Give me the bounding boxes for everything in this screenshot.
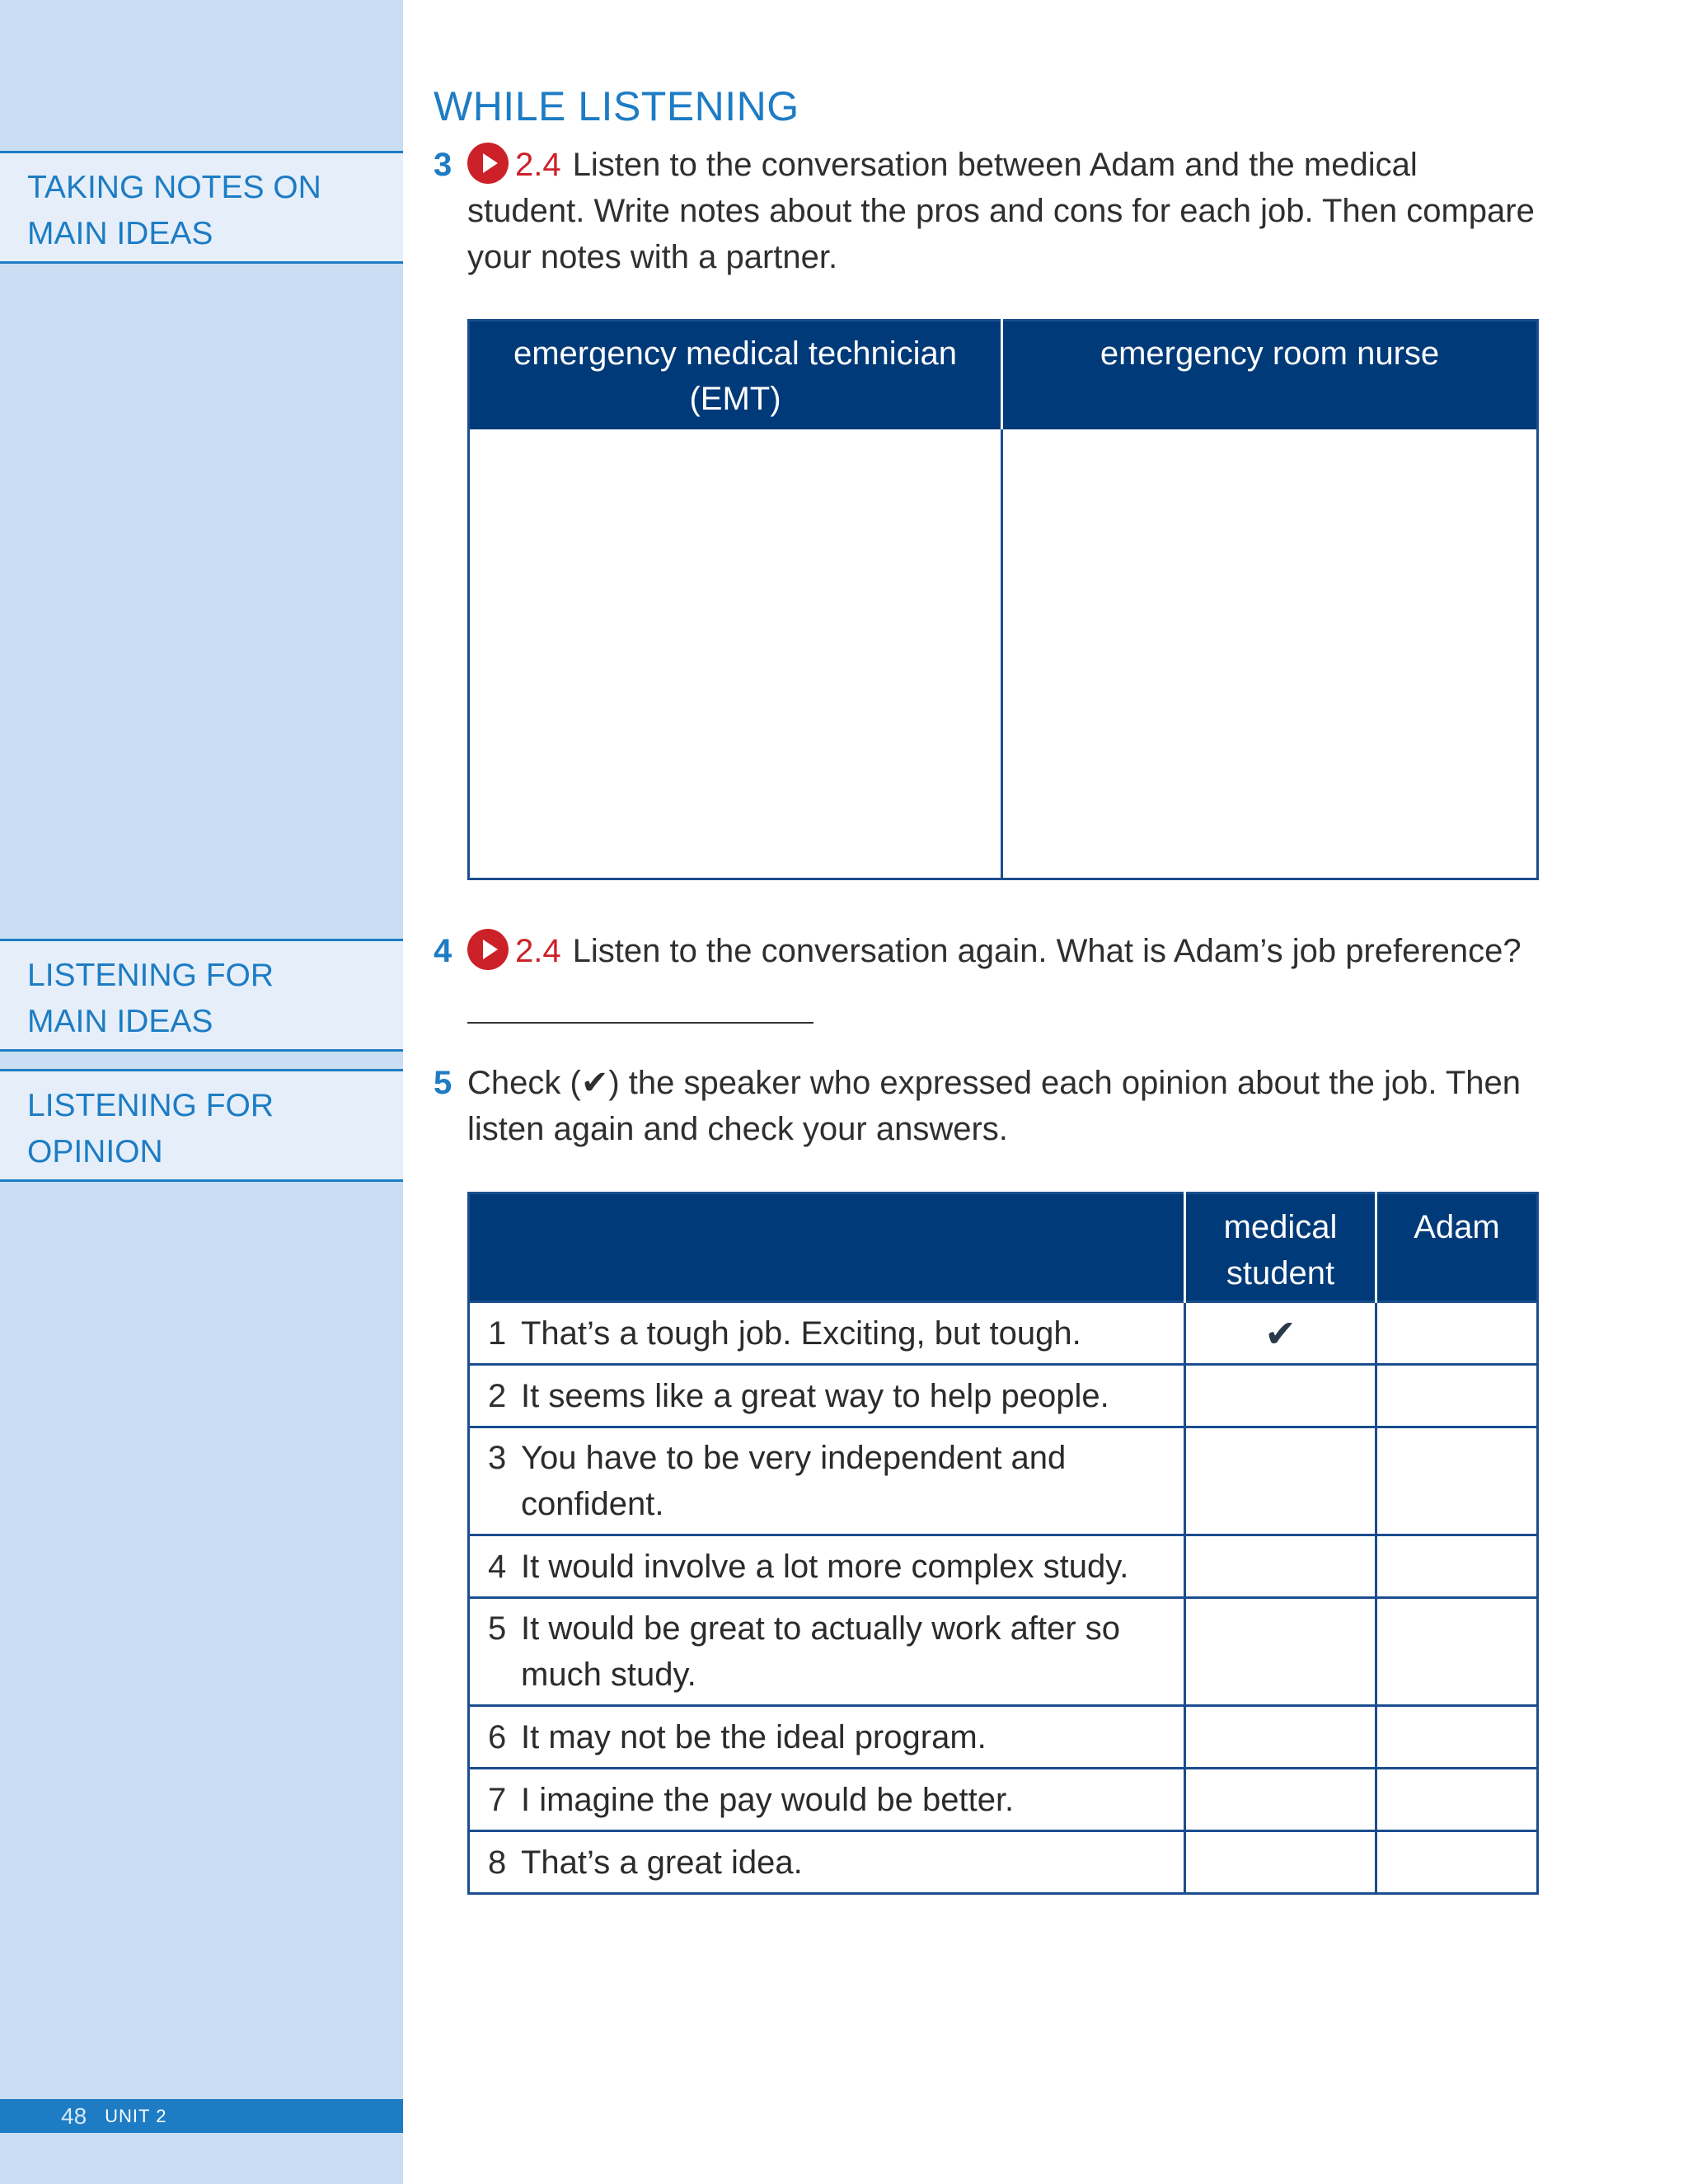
statement-text: It seems like a great way to help people. — [521, 1377, 1109, 1414]
column-header-line: medical — [1223, 1209, 1338, 1245]
medical-student-check-cell[interactable] — [1185, 1427, 1376, 1535]
exercise-instructions: Listen to the conversation between Adam and the medical student. Write notes about the pros and cons for each job. Then compare your notes with a partner. — [467, 147, 1535, 275]
column-header-line: (EMT) — [689, 381, 781, 417]
side-label-line: TAKING NOTES ON — [27, 170, 321, 205]
table-row — [469, 1427, 1538, 1535]
statement-text: It may not be the ideal program. — [521, 1718, 987, 1755]
adam-check-cell[interactable] — [1376, 1302, 1538, 1365]
side-label-line: MAIN IDEAS — [27, 1004, 213, 1039]
notes-column-emt — [469, 321, 1002, 429]
statement-text: It would be great to actually work after so much study. — [521, 1610, 1121, 1693]
statement-text: It would involve a lot more complex study. — [521, 1548, 1129, 1585]
page-footer — [0, 2099, 403, 2133]
adam-check-cell[interactable] — [1376, 1831, 1538, 1894]
statement-number: 4 — [488, 1548, 507, 1585]
column-header-line: emergency medical technician — [513, 335, 958, 372]
statement-number: 7 — [488, 1781, 507, 1818]
statement-text: That’s a tough job. Exciting, but tough. — [521, 1315, 1081, 1352]
statement-cell — [469, 1706, 1185, 1769]
adam-check-cell[interactable] — [1376, 1769, 1538, 1831]
exercise-number: 3 — [434, 147, 452, 183]
audio-play-icon[interactable] — [467, 929, 509, 970]
medical-student-check-cell[interactable] — [1185, 1598, 1376, 1706]
statement-cell — [469, 1302, 1185, 1365]
adam-check-cell[interactable] — [1376, 1365, 1538, 1427]
notes-column-nurse: emergency room nurse — [1002, 321, 1538, 429]
medical-student-column-header — [1185, 1193, 1376, 1302]
exercise-number: 4 — [434, 933, 452, 969]
answer-line[interactable] — [467, 1022, 814, 1024]
side-label-line: LISTENING FOR — [27, 1088, 274, 1123]
statement-cell — [469, 1831, 1185, 1894]
audio-track-number: 2.4 — [515, 933, 561, 969]
side-label-listening-main-ideas — [0, 939, 403, 1052]
exercise-instructions: Listen to the conversation again. What is Adam’s job preference? — [572, 933, 1522, 969]
side-label-line: MAIN IDEAS — [27, 216, 213, 251]
medical-student-check-cell[interactable] — [1185, 1365, 1376, 1427]
statement-cell — [469, 1427, 1185, 1535]
statement-number: 1 — [488, 1315, 507, 1352]
page-number: 48 — [61, 2102, 87, 2129]
adam-check-cell[interactable] — [1376, 1427, 1538, 1535]
medical-student-check-cell[interactable] — [1185, 1831, 1376, 1894]
notes-cell-emt[interactable] — [469, 429, 1002, 879]
side-label-taking-notes — [0, 151, 403, 264]
opinion-check-table — [467, 1192, 1539, 1895]
medical-student-check-cell[interactable] — [1185, 1535, 1376, 1598]
statement-number: 8 — [488, 1844, 507, 1881]
unit-label: UNIT 2 — [105, 2105, 167, 2126]
statement-number: 6 — [488, 1718, 507, 1755]
statement-cell — [469, 1769, 1185, 1831]
adam-check-cell[interactable] — [1376, 1598, 1538, 1706]
statement-number: 5 — [488, 1610, 507, 1647]
statement-text: That’s a great idea. — [521, 1844, 803, 1881]
statement-cell — [469, 1598, 1185, 1706]
side-label-line: OPINION — [27, 1134, 163, 1169]
section-heading: WHILE LISTENING — [434, 83, 799, 129]
side-label-line: LISTENING FOR — [27, 958, 274, 993]
statement-text: You have to be very independent and confident. — [521, 1440, 1067, 1522]
table-row — [469, 1598, 1538, 1706]
table-row — [469, 1769, 1538, 1831]
adam-check-cell[interactable] — [1376, 1535, 1538, 1598]
statement-number: 3 — [488, 1440, 507, 1476]
audio-track-number: 2.4 — [515, 147, 561, 183]
column-header-line: student — [1226, 1255, 1335, 1291]
medical-student-check-cell[interactable]: ✔ — [1185, 1302, 1376, 1365]
table-row — [469, 1706, 1538, 1769]
medical-student-check-cell[interactable] — [1185, 1706, 1376, 1769]
table-row — [469, 1831, 1538, 1894]
table-row — [469, 1365, 1538, 1427]
exercise-3 — [434, 142, 1538, 280]
statement-cell — [469, 1535, 1185, 1598]
statement-text: I imagine the pay would be better. — [521, 1781, 1015, 1818]
exercise-5 — [434, 1060, 1538, 1152]
medical-student-check-cell[interactable] — [1185, 1769, 1376, 1831]
table-row — [469, 1535, 1538, 1598]
table-row — [469, 1302, 1538, 1365]
exercise-instructions: Check (✔) the speaker who expressed each opinion about the job. Then listen again and check your answers. — [467, 1065, 1522, 1147]
statement-column-header — [469, 1193, 1185, 1302]
exercise-number: 5 — [434, 1065, 452, 1101]
statement-number: 2 — [488, 1377, 507, 1414]
statement-cell — [469, 1365, 1185, 1427]
adam-column-header: Adam — [1376, 1193, 1538, 1302]
exercise-4 — [434, 928, 1538, 974]
adam-check-cell[interactable] — [1376, 1706, 1538, 1769]
side-label-listening-opinion — [0, 1069, 403, 1182]
audio-play-icon[interactable] — [467, 143, 509, 184]
notes-table — [467, 319, 1539, 880]
notes-cell-nurse[interactable] — [1002, 429, 1538, 879]
sidebar — [0, 0, 403, 2184]
